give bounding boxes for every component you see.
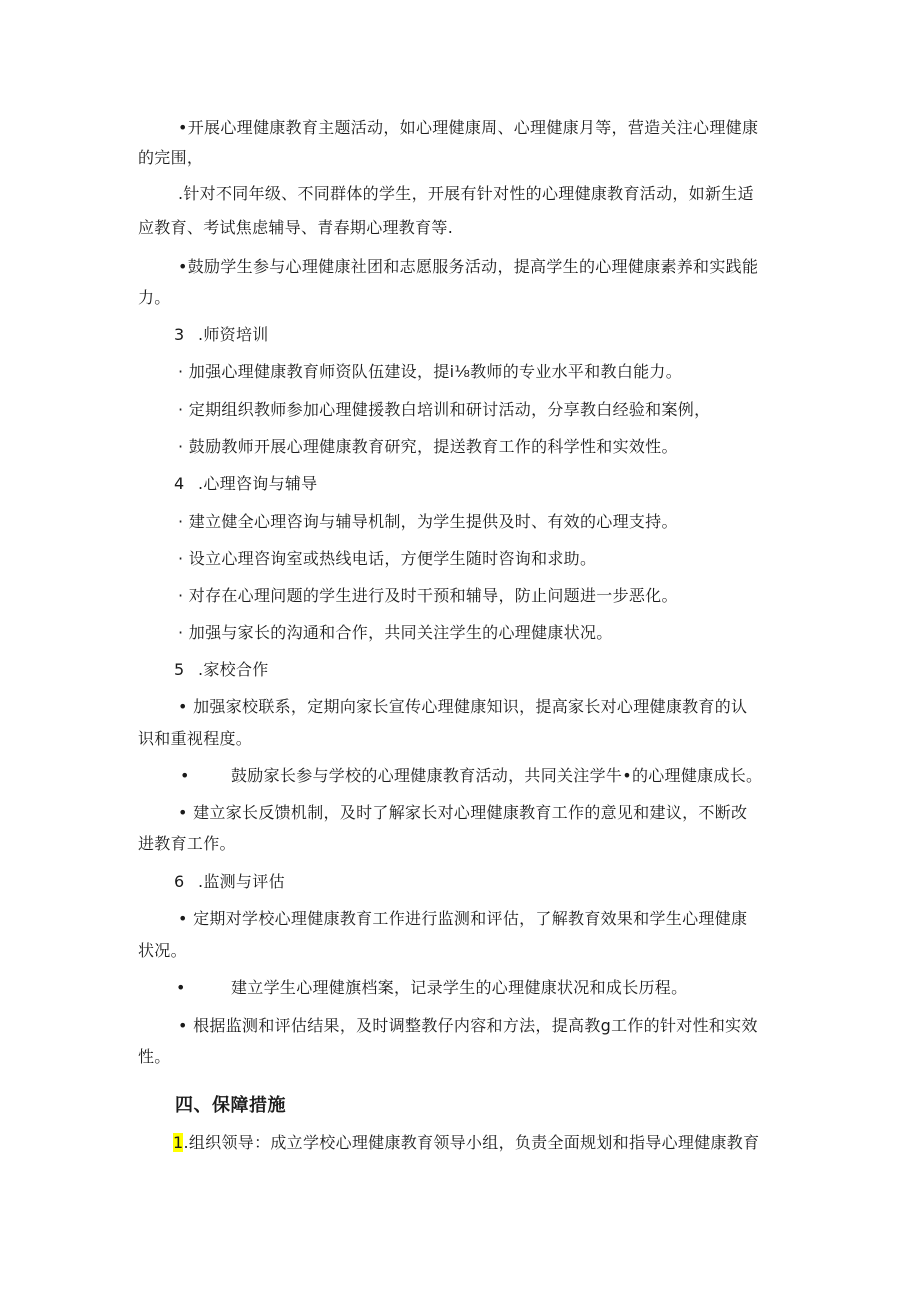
section-6-item-1-line-1: • 定期对学校心理健康教育工作进行监测和评估，了解教育效果和学生心理健康 xyxy=(178,909,748,928)
section-5-title: .家校合作 xyxy=(198,660,269,679)
section-6-number: 6 xyxy=(174,872,185,891)
section-5-item-2-text: 鼓励家长参与学校的心理健康教育活动，共同关注学牛•的心理健康成长。 xyxy=(231,766,763,785)
section-4-item-1: · 建立健全心理咨询与辅导机制，为学生提供及时、有效的心理支持。 xyxy=(178,512,678,531)
section-3-title: .师资培训 xyxy=(198,325,269,344)
section-heading-safeguards: 四、保障措施 xyxy=(175,1095,286,1116)
section-6-item-3-line-2: 性。 xyxy=(138,1047,171,1066)
section-5-item-3-line-1: • 建立家长反馈机制，及时了解家长对心理健康教育工作的意见和建议，不断改 xyxy=(178,803,748,822)
paragraph-1-line-2: 的完围， xyxy=(138,148,204,167)
section-5-item-1-line-1: • 加强家校联系，定期向家长宣传心理健康知识，提高家长对心理健康教育的认 xyxy=(178,697,748,716)
section-3-item-3: · 鼓励教师开展心理健康教育研究，提送教育工作的科学性和实效性。 xyxy=(178,437,678,456)
highlighted-number: 1 xyxy=(173,1133,184,1152)
paragraph-3-line-1: •鼓励学生参与心理健康社团和志愿服务活动，提高学生的心理健康素养和实践能 xyxy=(178,257,759,276)
section-3-item-1: · 加强心理健康教育师资队伍建设，提i⅛教师的专业水平和教白能力。 xyxy=(178,362,683,381)
paragraph-2-line-2: 应教育、考试焦虑辅导、青春期心理教育等. xyxy=(138,218,454,237)
paragraph-1-line-1: •开展心理健康教育主题活动，如心理健康周、心理健康月等，营造关注心理健康 xyxy=(178,118,759,137)
paragraph-2-line-1: .针对不同年级、不同群体的学生，开展有针对性的心理健康教育活动，如新生适 xyxy=(178,184,754,203)
section-4-item-3: · 对存在心理问题的学生进行及时干预和辅导，防止问题进一步恶化。 xyxy=(178,586,678,605)
section-6-item-2-text: 建立学生心理健旗档案，记录学生的心理健康状况和成长历程。 xyxy=(231,978,688,997)
section-4-title: .心理咨询与辅导 xyxy=(198,474,318,493)
section-5-item-2-bullet: • xyxy=(180,766,190,785)
section-6-item-1-line-2: 状况。 xyxy=(138,941,187,960)
safeguard-item-1 xyxy=(173,1133,759,1153)
section-6-item-3-line-1: • 根据监测和评估结果，及时调整教仔内容和方法，提高教g工作的针对性和实效 xyxy=(178,1016,758,1035)
section-6-title: .监测与评估 xyxy=(198,872,285,891)
section-4-number: 4 xyxy=(174,474,185,493)
section-6-item-2-bullet: • xyxy=(176,978,186,997)
safeguard-item-1-text: .组织领导：成立学校心理健康教育领导小组，负责全面规划和指导心理健康教育 xyxy=(183,1133,760,1152)
section-5-number: 5 xyxy=(174,660,185,679)
section-4-item-4: · 加强与家长的沟通和合作，共同关注学生的心理健康状况。 xyxy=(178,623,613,642)
section-3-item-2: · 定期组织教师参加心理健援教白培训和研讨活动，分享教白经验和案例， xyxy=(178,400,711,419)
paragraph-3-line-2: 力。 xyxy=(138,288,171,307)
section-5-item-1-line-2: 识和重视程度。 xyxy=(138,729,253,748)
section-5-item-3-line-2: 进教育工作。 xyxy=(138,834,236,853)
section-3-number: 3 xyxy=(174,325,185,344)
section-4-item-2: · 设立心理咨询室或热线电话，方便学生随时咨询和求助。 xyxy=(178,549,597,568)
